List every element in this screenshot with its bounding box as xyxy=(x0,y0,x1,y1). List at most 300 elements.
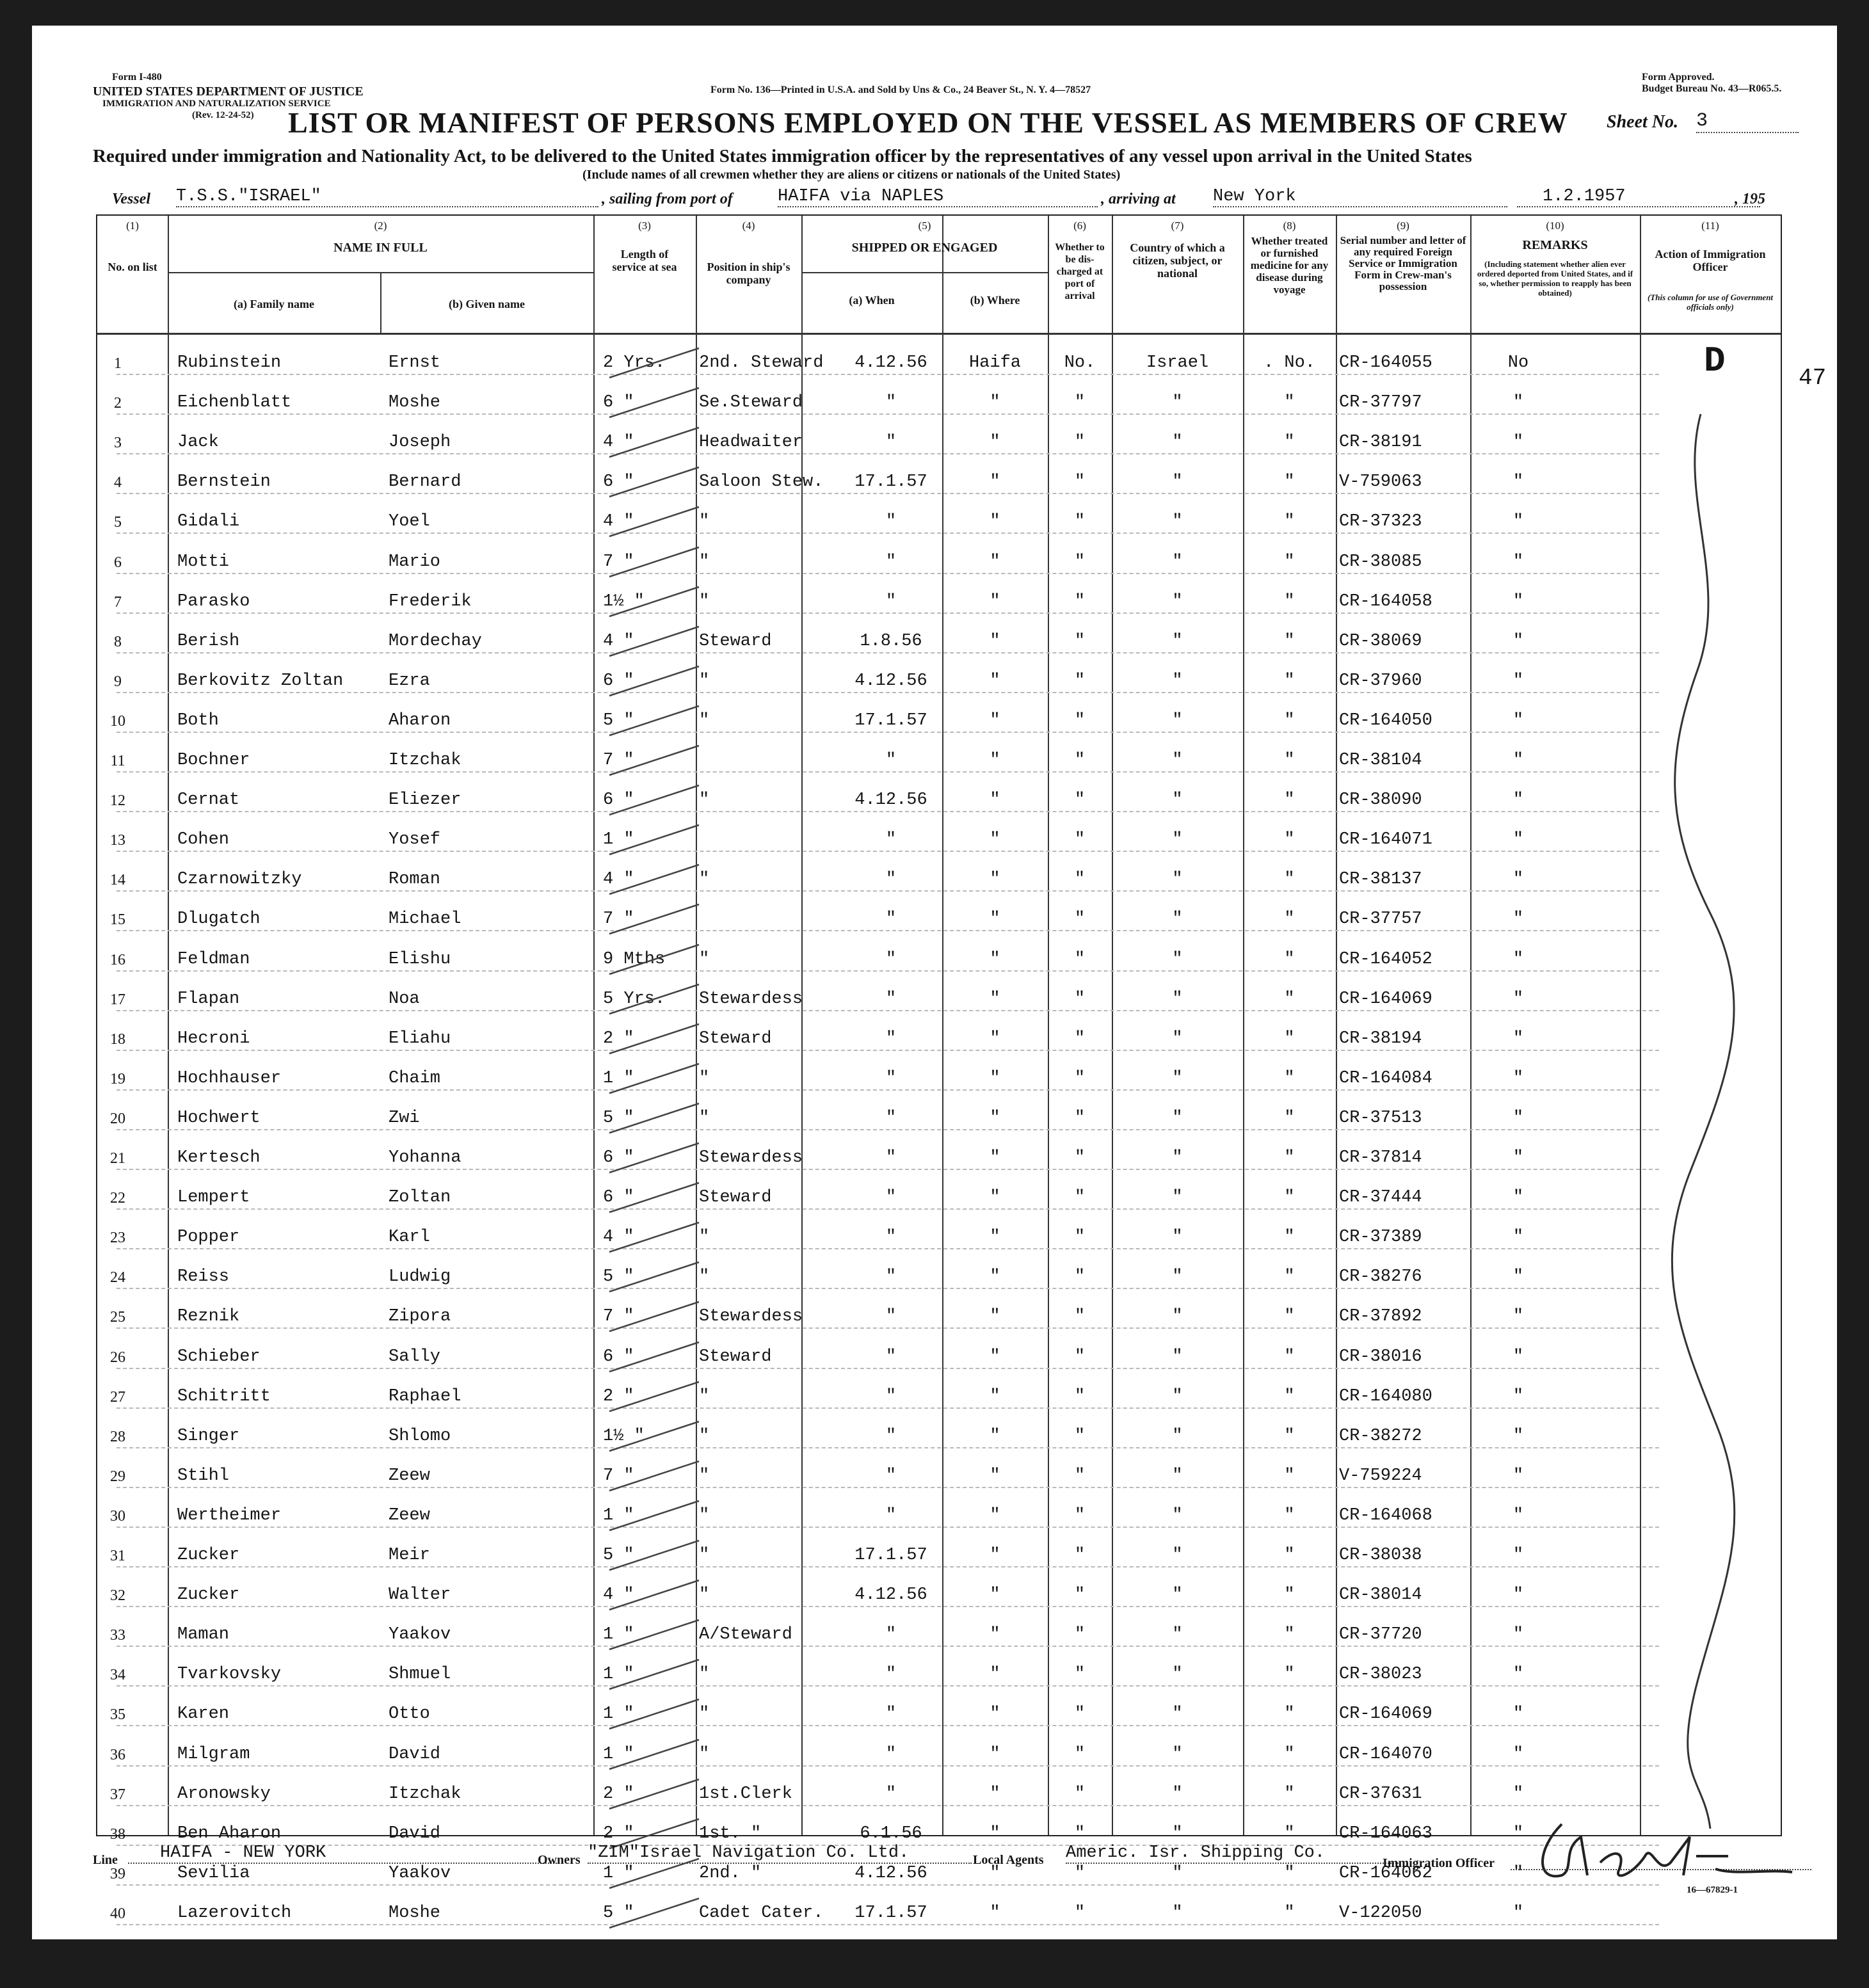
col-shipped-or-engaged: SHIPPED OR ENGAGED xyxy=(851,241,998,255)
cell-discharged: " xyxy=(1074,1744,1086,1764)
cell-remarks: " xyxy=(1512,949,1524,969)
cell-discharged: " xyxy=(1074,910,1086,929)
table-row xyxy=(97,857,1781,897)
cell-shipped-when: 4.12.56 xyxy=(854,353,927,373)
subtitle: Required under immigration and Nationality Act, to be delivered to the United States immigration officer by the representatives of any vessel upon arrival in the United States xyxy=(93,146,1472,166)
cell-position: " xyxy=(699,1426,710,1446)
cell-shipped-where: " xyxy=(990,1665,1000,1685)
row-number: 21 xyxy=(110,1150,125,1167)
cell-medicine: " xyxy=(1284,1307,1295,1327)
cell-discharged: " xyxy=(1074,1704,1086,1724)
cell-given-name: Mario xyxy=(389,552,441,572)
cell-medicine: " xyxy=(1284,1824,1295,1843)
service-check-mark xyxy=(603,1060,705,1096)
cell-position: Headwaiter xyxy=(699,433,803,453)
cell-shipped-where: " xyxy=(990,1426,1000,1446)
row-number: 25 xyxy=(110,1309,125,1326)
col-remarks: REMARKS xyxy=(1522,238,1588,252)
cell-shipped-where: " xyxy=(990,1029,1000,1048)
row-number: 7 xyxy=(114,593,122,611)
cell-shipped-when: " xyxy=(885,1386,897,1406)
cell-discharged: No. xyxy=(1064,353,1096,373)
row-number: 10 xyxy=(110,712,125,730)
cell-shipped-where: " xyxy=(990,1188,1000,1208)
cell-given-name: Shlomo xyxy=(389,1426,451,1446)
cell-country: " xyxy=(1172,591,1183,611)
cell-shipped-where: " xyxy=(990,1585,1000,1605)
cell-remarks: " xyxy=(1512,1665,1524,1685)
margin-count: 47 xyxy=(1799,365,1827,391)
cell-remarks: " xyxy=(1512,1386,1524,1406)
table-row xyxy=(97,1135,1781,1175)
cell-medicine: " xyxy=(1284,949,1295,969)
cell-position: Se.Steward xyxy=(699,393,803,413)
cell-shipped-where: " xyxy=(990,512,1000,532)
cell-given-name: David xyxy=(389,1824,441,1843)
cell-discharged: " xyxy=(1074,1665,1086,1685)
cell-serial-number: CR-38137 xyxy=(1339,870,1422,890)
cell-given-name: Zoltan xyxy=(389,1188,451,1208)
service-check-mark xyxy=(603,702,705,738)
cell-remarks: " xyxy=(1512,1307,1524,1327)
table-row xyxy=(97,977,1781,1016)
cell-remarks: " xyxy=(1512,671,1524,691)
cell-family-name: Sevilia xyxy=(177,1863,250,1883)
cell-shipped-when: 1.8.56 xyxy=(860,631,922,651)
cell-remarks: " xyxy=(1512,870,1524,890)
cell-service-length: 1 " xyxy=(603,830,634,850)
cell-shipped-when: " xyxy=(885,1784,897,1804)
cell-position: Steward xyxy=(699,1188,772,1208)
row-number: 31 xyxy=(110,1548,125,1564)
table-row xyxy=(97,1533,1781,1573)
cell-shipped-when: " xyxy=(885,1228,897,1247)
row-number: 28 xyxy=(110,1428,125,1445)
cell-service-length: 4 " xyxy=(603,512,634,532)
cell-family-name: Eichenblatt xyxy=(177,393,292,413)
cell-family-name: Wertheimer xyxy=(177,1505,282,1525)
cell-given-name: Aharon xyxy=(389,710,451,730)
cell-remarks: " xyxy=(1512,1704,1524,1724)
cell-service-length: 6 " xyxy=(603,790,634,810)
cell-shipped-where: " xyxy=(990,1903,1000,1923)
cell-remarks: " xyxy=(1512,1625,1524,1645)
cell-shipped-when: " xyxy=(885,1188,897,1208)
cell-shipped-where: " xyxy=(990,1863,1000,1883)
cell-service-length: 5 " xyxy=(603,1267,634,1287)
cell-medicine: " xyxy=(1284,1665,1295,1685)
cell-shipped-when: " xyxy=(885,1108,897,1128)
cell-family-name: Popper xyxy=(177,1228,240,1247)
cell-discharged: " xyxy=(1074,870,1086,890)
line-value: HAIFA - NEW YORK xyxy=(128,1843,557,1864)
cell-discharged: " xyxy=(1074,631,1086,651)
cell-discharged: " xyxy=(1074,1824,1086,1843)
cell-position: 2nd. Steward xyxy=(699,353,824,373)
cell-shipped-when: " xyxy=(885,1704,897,1724)
cell-service-length: 1 " xyxy=(603,1863,634,1883)
row-number: 29 xyxy=(110,1468,125,1485)
cell-service-length: 5 " xyxy=(603,1546,634,1565)
cell-given-name: Karl xyxy=(389,1228,430,1247)
table-row xyxy=(97,1175,1781,1215)
vessel-name: T.S.S."ISRAEL" xyxy=(176,187,598,207)
cell-discharged: " xyxy=(1074,1585,1086,1605)
cell-given-name: Yohanna xyxy=(389,1148,461,1167)
cell-shipped-where: " xyxy=(990,1386,1000,1406)
col-position: Position in ship's company xyxy=(707,261,790,286)
col-country: Country of which a citizen, subject, or national xyxy=(1130,241,1225,280)
cell-remarks: " xyxy=(1512,1188,1524,1208)
cell-shipped-when: " xyxy=(885,1426,897,1446)
cell-medicine: " xyxy=(1284,710,1295,730)
row-number: 13 xyxy=(110,832,125,849)
budget-bureau: Budget Bureau No. 43—R065.5. xyxy=(1642,83,1782,94)
cell-remarks: " xyxy=(1512,790,1524,810)
cell-country: " xyxy=(1172,1307,1183,1327)
cell-country: " xyxy=(1172,830,1183,850)
table-row xyxy=(97,1016,1781,1056)
cell-shipped-when: " xyxy=(885,512,897,532)
cell-remarks: " xyxy=(1512,989,1524,1009)
cell-given-name: Otto xyxy=(389,1704,430,1724)
table-row xyxy=(97,499,1781,539)
cell-serial-number: CR-164063 xyxy=(1339,1824,1432,1843)
cell-shipped-where: " xyxy=(990,1505,1000,1525)
col-given-name: (b) Given name xyxy=(449,298,525,310)
arrival-port: New York xyxy=(1213,187,1507,207)
row-number: 23 xyxy=(110,1230,125,1247)
service-check-mark xyxy=(603,623,705,659)
owners-value: "ZIM"Israel Navigation Co. Ltd. xyxy=(588,1843,972,1864)
row-number: 24 xyxy=(110,1269,125,1287)
col-9-number: (9) xyxy=(1397,220,1409,232)
cell-medicine: " xyxy=(1284,552,1295,572)
cell-remarks: " xyxy=(1512,1267,1524,1287)
cell-serial-number: CR-38014 xyxy=(1339,1585,1422,1605)
cell-family-name: Reiss xyxy=(177,1267,230,1287)
cell-serial-number: V-122050 xyxy=(1339,1903,1422,1923)
cell-country: " xyxy=(1172,1585,1183,1605)
cell-shipped-when: " xyxy=(885,1068,897,1088)
cell-shipped-where: " xyxy=(990,671,1000,691)
cell-position: " xyxy=(699,1466,710,1486)
cell-serial-number: CR-164055 xyxy=(1339,353,1432,373)
page-title: LIST OR MANIFEST OF PERSONS EMPLOYED ON THE VESSEL AS MEMBERS OF CREW xyxy=(288,106,1568,139)
cell-shipped-where: " xyxy=(990,710,1000,730)
officer-mark: D xyxy=(1704,341,1726,381)
cell-remarks: " xyxy=(1512,1068,1524,1088)
cell-shipped-when: " xyxy=(885,1466,897,1486)
cell-discharged: " xyxy=(1074,1386,1086,1406)
row-number: 9 xyxy=(114,673,122,690)
cell-shipped-when: " xyxy=(885,1267,897,1287)
cell-service-length: 1½ " xyxy=(603,591,645,611)
row-number: 11 xyxy=(110,753,125,769)
cell-medicine: " xyxy=(1284,1347,1295,1367)
cell-family-name: Hecroni xyxy=(177,1029,250,1048)
service-check-mark xyxy=(603,1695,705,1731)
cell-given-name: Eliezer xyxy=(389,790,461,810)
cell-given-name: Frederik xyxy=(389,591,472,611)
cell-position: A/Steward xyxy=(699,1625,792,1645)
cell-service-length: 6 " xyxy=(603,1188,634,1208)
officer-wavy-line xyxy=(1640,337,1781,1835)
row-number: 39 xyxy=(110,1865,125,1882)
cell-medicine: " xyxy=(1284,870,1295,890)
cell-country: " xyxy=(1172,1824,1183,1843)
service-check-mark xyxy=(603,344,705,380)
cell-shipped-where: " xyxy=(990,552,1000,572)
cell-country: " xyxy=(1172,1267,1183,1287)
cell-country: " xyxy=(1172,1625,1183,1645)
cell-family-name: Berish xyxy=(177,631,240,651)
service-check-mark xyxy=(603,821,705,857)
table-row xyxy=(97,1454,1781,1493)
cell-serial-number: CR-37720 xyxy=(1339,1625,1422,1645)
cell-discharged: " xyxy=(1074,830,1086,850)
cell-country: Israel xyxy=(1146,353,1209,373)
cell-family-name: Schitritt xyxy=(177,1386,271,1406)
form-approved: Form Approved. xyxy=(1642,72,1715,83)
table-row xyxy=(97,1294,1781,1334)
cell-discharged: " xyxy=(1074,1903,1086,1923)
cell-medicine: " xyxy=(1284,1903,1295,1923)
cell-country: " xyxy=(1172,552,1183,572)
cell-given-name: Meir xyxy=(389,1546,430,1565)
cell-country: " xyxy=(1172,910,1183,929)
cell-serial-number: CR-38191 xyxy=(1339,433,1422,453)
cell-medicine: " xyxy=(1284,1267,1295,1287)
cell-service-length: 4 " xyxy=(603,631,634,651)
service-check-mark xyxy=(603,1497,705,1533)
cell-position: " xyxy=(699,710,710,730)
cell-family-name: Zucker xyxy=(177,1585,240,1605)
cell-medicine: " xyxy=(1284,1585,1295,1605)
table-row xyxy=(97,1493,1781,1533)
cell-given-name: Zeew xyxy=(389,1466,430,1486)
cell-family-name: Flapan xyxy=(177,989,240,1009)
service-check-mark xyxy=(603,1656,705,1692)
year-label: , 195 xyxy=(1735,191,1765,207)
cell-medicine: " xyxy=(1284,1625,1295,1645)
cell-remarks: " xyxy=(1512,512,1524,532)
cell-shipped-where: " xyxy=(990,433,1000,453)
cell-family-name: Milgram xyxy=(177,1744,250,1764)
cell-medicine: " xyxy=(1284,910,1295,929)
cell-remarks: " xyxy=(1512,1903,1524,1923)
col-2-number: (2) xyxy=(374,220,387,232)
cell-serial-number: CR-37323 xyxy=(1339,512,1422,532)
cell-medicine: " xyxy=(1284,631,1295,651)
cell-shipped-when: 17.1.57 xyxy=(854,1903,927,1923)
cell-country: " xyxy=(1172,1505,1183,1525)
service-check-mark xyxy=(603,1418,705,1454)
cell-service-length: 7 " xyxy=(603,910,634,929)
table-row xyxy=(97,1612,1781,1652)
col-3-number: (3) xyxy=(638,220,651,232)
service-check-mark xyxy=(603,384,705,420)
cell-service-length: 2 " xyxy=(603,1824,634,1843)
cell-serial-number: CR-38104 xyxy=(1339,751,1422,770)
cell-discharged: " xyxy=(1074,1625,1086,1645)
cell-position: " xyxy=(699,1068,710,1088)
col-family-name: (a) Family name xyxy=(234,298,314,310)
cell-discharged: " xyxy=(1074,751,1086,770)
cell-shipped-when: " xyxy=(885,393,897,413)
col-officer-note: (This column for use of Government officials only) xyxy=(1647,293,1774,312)
table-row xyxy=(97,897,1781,936)
cell-discharged: " xyxy=(1074,472,1086,492)
print-code: 16—67829-1 xyxy=(1687,1885,1738,1895)
cell-discharged: " xyxy=(1074,512,1086,532)
cell-discharged: " xyxy=(1074,1347,1086,1367)
cell-given-name: Ernst xyxy=(389,353,441,373)
cell-shipped-when: " xyxy=(885,1665,897,1685)
cell-remarks: " xyxy=(1512,1148,1524,1167)
cell-given-name: Michael xyxy=(389,910,461,929)
cell-shipped-where: Haifa xyxy=(968,353,1021,373)
service-check-mark xyxy=(603,1020,705,1056)
service-check-mark xyxy=(603,1298,705,1334)
cell-serial-number: V-759224 xyxy=(1339,1466,1422,1486)
officer-label: Immigration Officer xyxy=(1383,1856,1495,1870)
cell-discharged: " xyxy=(1074,1863,1086,1883)
cell-family-name: Feldman xyxy=(177,949,250,969)
cell-serial-number: CR-164070 xyxy=(1339,1744,1432,1764)
col-8-number: (8) xyxy=(1283,220,1296,232)
cell-country: " xyxy=(1172,870,1183,890)
cell-discharged: " xyxy=(1074,1307,1086,1327)
row-number: 38 xyxy=(110,1825,125,1843)
form-code: Form I-480 xyxy=(112,72,162,83)
cell-remarks: " xyxy=(1512,1546,1524,1565)
cell-service-length: 6 " xyxy=(603,1148,634,1167)
cell-country: " xyxy=(1172,1704,1183,1724)
cell-given-name: Moshe xyxy=(389,393,441,413)
table-row xyxy=(97,1772,1781,1811)
subtitle-note: (Include names of all crewmen whether they are aliens or citizens or nationals of the United States) xyxy=(582,168,1121,182)
cell-given-name: Yoel xyxy=(389,512,430,532)
cell-remarks: " xyxy=(1512,1426,1524,1446)
col-name-in-full: NAME IN FULL xyxy=(333,241,428,255)
service-check-mark xyxy=(603,782,705,817)
cell-serial-number: CR-164058 xyxy=(1339,591,1432,611)
cell-remarks: " xyxy=(1512,1466,1524,1486)
cell-remarks: " xyxy=(1512,751,1524,770)
cell-shipped-where: " xyxy=(990,393,1000,413)
cell-serial-number: CR-37513 xyxy=(1339,1108,1422,1128)
cell-position: 2nd. " xyxy=(699,1863,762,1883)
cell-country: " xyxy=(1172,1903,1183,1923)
row-number: 32 xyxy=(110,1587,125,1605)
cell-serial-number: CR-38090 xyxy=(1339,790,1422,810)
cell-serial-number: CR-164050 xyxy=(1339,710,1432,730)
cell-service-length: 5 " xyxy=(603,710,634,730)
cell-family-name: Jack xyxy=(177,433,219,453)
cell-serial-number: CR-38023 xyxy=(1339,1665,1422,1685)
cell-family-name: Ben Aharon xyxy=(177,1824,282,1843)
cell-medicine: " xyxy=(1284,989,1295,1009)
cell-position: Steward xyxy=(699,631,772,651)
cell-remarks: " xyxy=(1512,393,1524,413)
service-check-mark xyxy=(603,1139,705,1175)
cell-shipped-where: " xyxy=(990,1148,1000,1167)
agents-label: Local Agents xyxy=(973,1853,1044,1867)
service-check-mark xyxy=(603,1100,705,1135)
cell-position: 1st. " xyxy=(699,1824,762,1843)
cell-shipped-when: " xyxy=(885,591,897,611)
cell-country: " xyxy=(1172,433,1183,453)
sheet-number: 3 xyxy=(1696,110,1799,133)
cell-medicine: " xyxy=(1284,1863,1295,1883)
service-check-mark xyxy=(603,1895,705,1930)
manifest-sheet xyxy=(32,26,1837,1939)
cell-family-name: Cohen xyxy=(177,830,230,850)
col-no-on-list: No. on list xyxy=(108,261,157,273)
cell-given-name: Chaim xyxy=(389,1068,441,1088)
service-check-mark xyxy=(603,463,705,499)
cell-shipped-when: " xyxy=(885,949,897,969)
cell-medicine: " xyxy=(1284,1228,1295,1247)
arriving-label: , arriving at xyxy=(1101,191,1176,207)
cell-discharged: " xyxy=(1074,1029,1086,1048)
cell-given-name: Elishu xyxy=(389,949,451,969)
row-number: 16 xyxy=(110,951,125,968)
col-5-number: (5) xyxy=(918,220,931,232)
arrival-date: 1.2.1957 xyxy=(1517,187,1760,207)
cell-position: " xyxy=(699,870,710,890)
row-number: 27 xyxy=(110,1388,125,1406)
cell-discharged: " xyxy=(1074,552,1086,572)
cell-given-name: Yosef xyxy=(389,830,441,850)
cell-shipped-when: " xyxy=(885,1505,897,1525)
cell-medicine: " xyxy=(1284,1744,1295,1764)
cell-shipped-where: " xyxy=(990,1108,1000,1128)
cell-shipped-where: " xyxy=(990,591,1000,611)
cell-medicine: " xyxy=(1284,1466,1295,1486)
cell-service-length: 5 Yrs. xyxy=(603,989,666,1009)
cell-family-name: Lempert xyxy=(177,1188,250,1208)
row-number: 4 xyxy=(114,474,122,492)
cell-family-name: Stihl xyxy=(177,1466,230,1486)
col-7-number: (7) xyxy=(1171,220,1184,232)
form-revision: (Rev. 12-24-52) xyxy=(192,110,254,120)
col-length-of-service: Length of service at sea xyxy=(612,248,677,273)
cell-country: " xyxy=(1172,1546,1183,1565)
col-where: (b) Where xyxy=(970,294,1020,307)
cell-discharged: " xyxy=(1074,1505,1086,1525)
cell-position: " xyxy=(699,1267,710,1287)
cell-family-name: Czarnowitzky xyxy=(177,870,302,890)
cell-shipped-where: " xyxy=(990,1824,1000,1843)
cell-position: " xyxy=(699,790,710,810)
cell-medicine: " xyxy=(1284,472,1295,492)
cell-position: Cadet Cater. xyxy=(699,1903,824,1923)
cell-country: " xyxy=(1172,472,1183,492)
table-row xyxy=(97,1732,1781,1772)
cell-serial-number: CR-37814 xyxy=(1339,1148,1422,1167)
table-row xyxy=(97,1335,1781,1374)
row-number: 1 xyxy=(114,355,122,372)
cell-serial-number: CR-38194 xyxy=(1339,1029,1422,1048)
table-row xyxy=(97,1573,1781,1612)
table-row xyxy=(97,540,1781,579)
cell-shipped-when: " xyxy=(885,1148,897,1167)
cell-position: Steward xyxy=(699,1029,772,1048)
cell-remarks: " xyxy=(1512,433,1524,453)
cell-given-name: Moshe xyxy=(389,1903,441,1923)
